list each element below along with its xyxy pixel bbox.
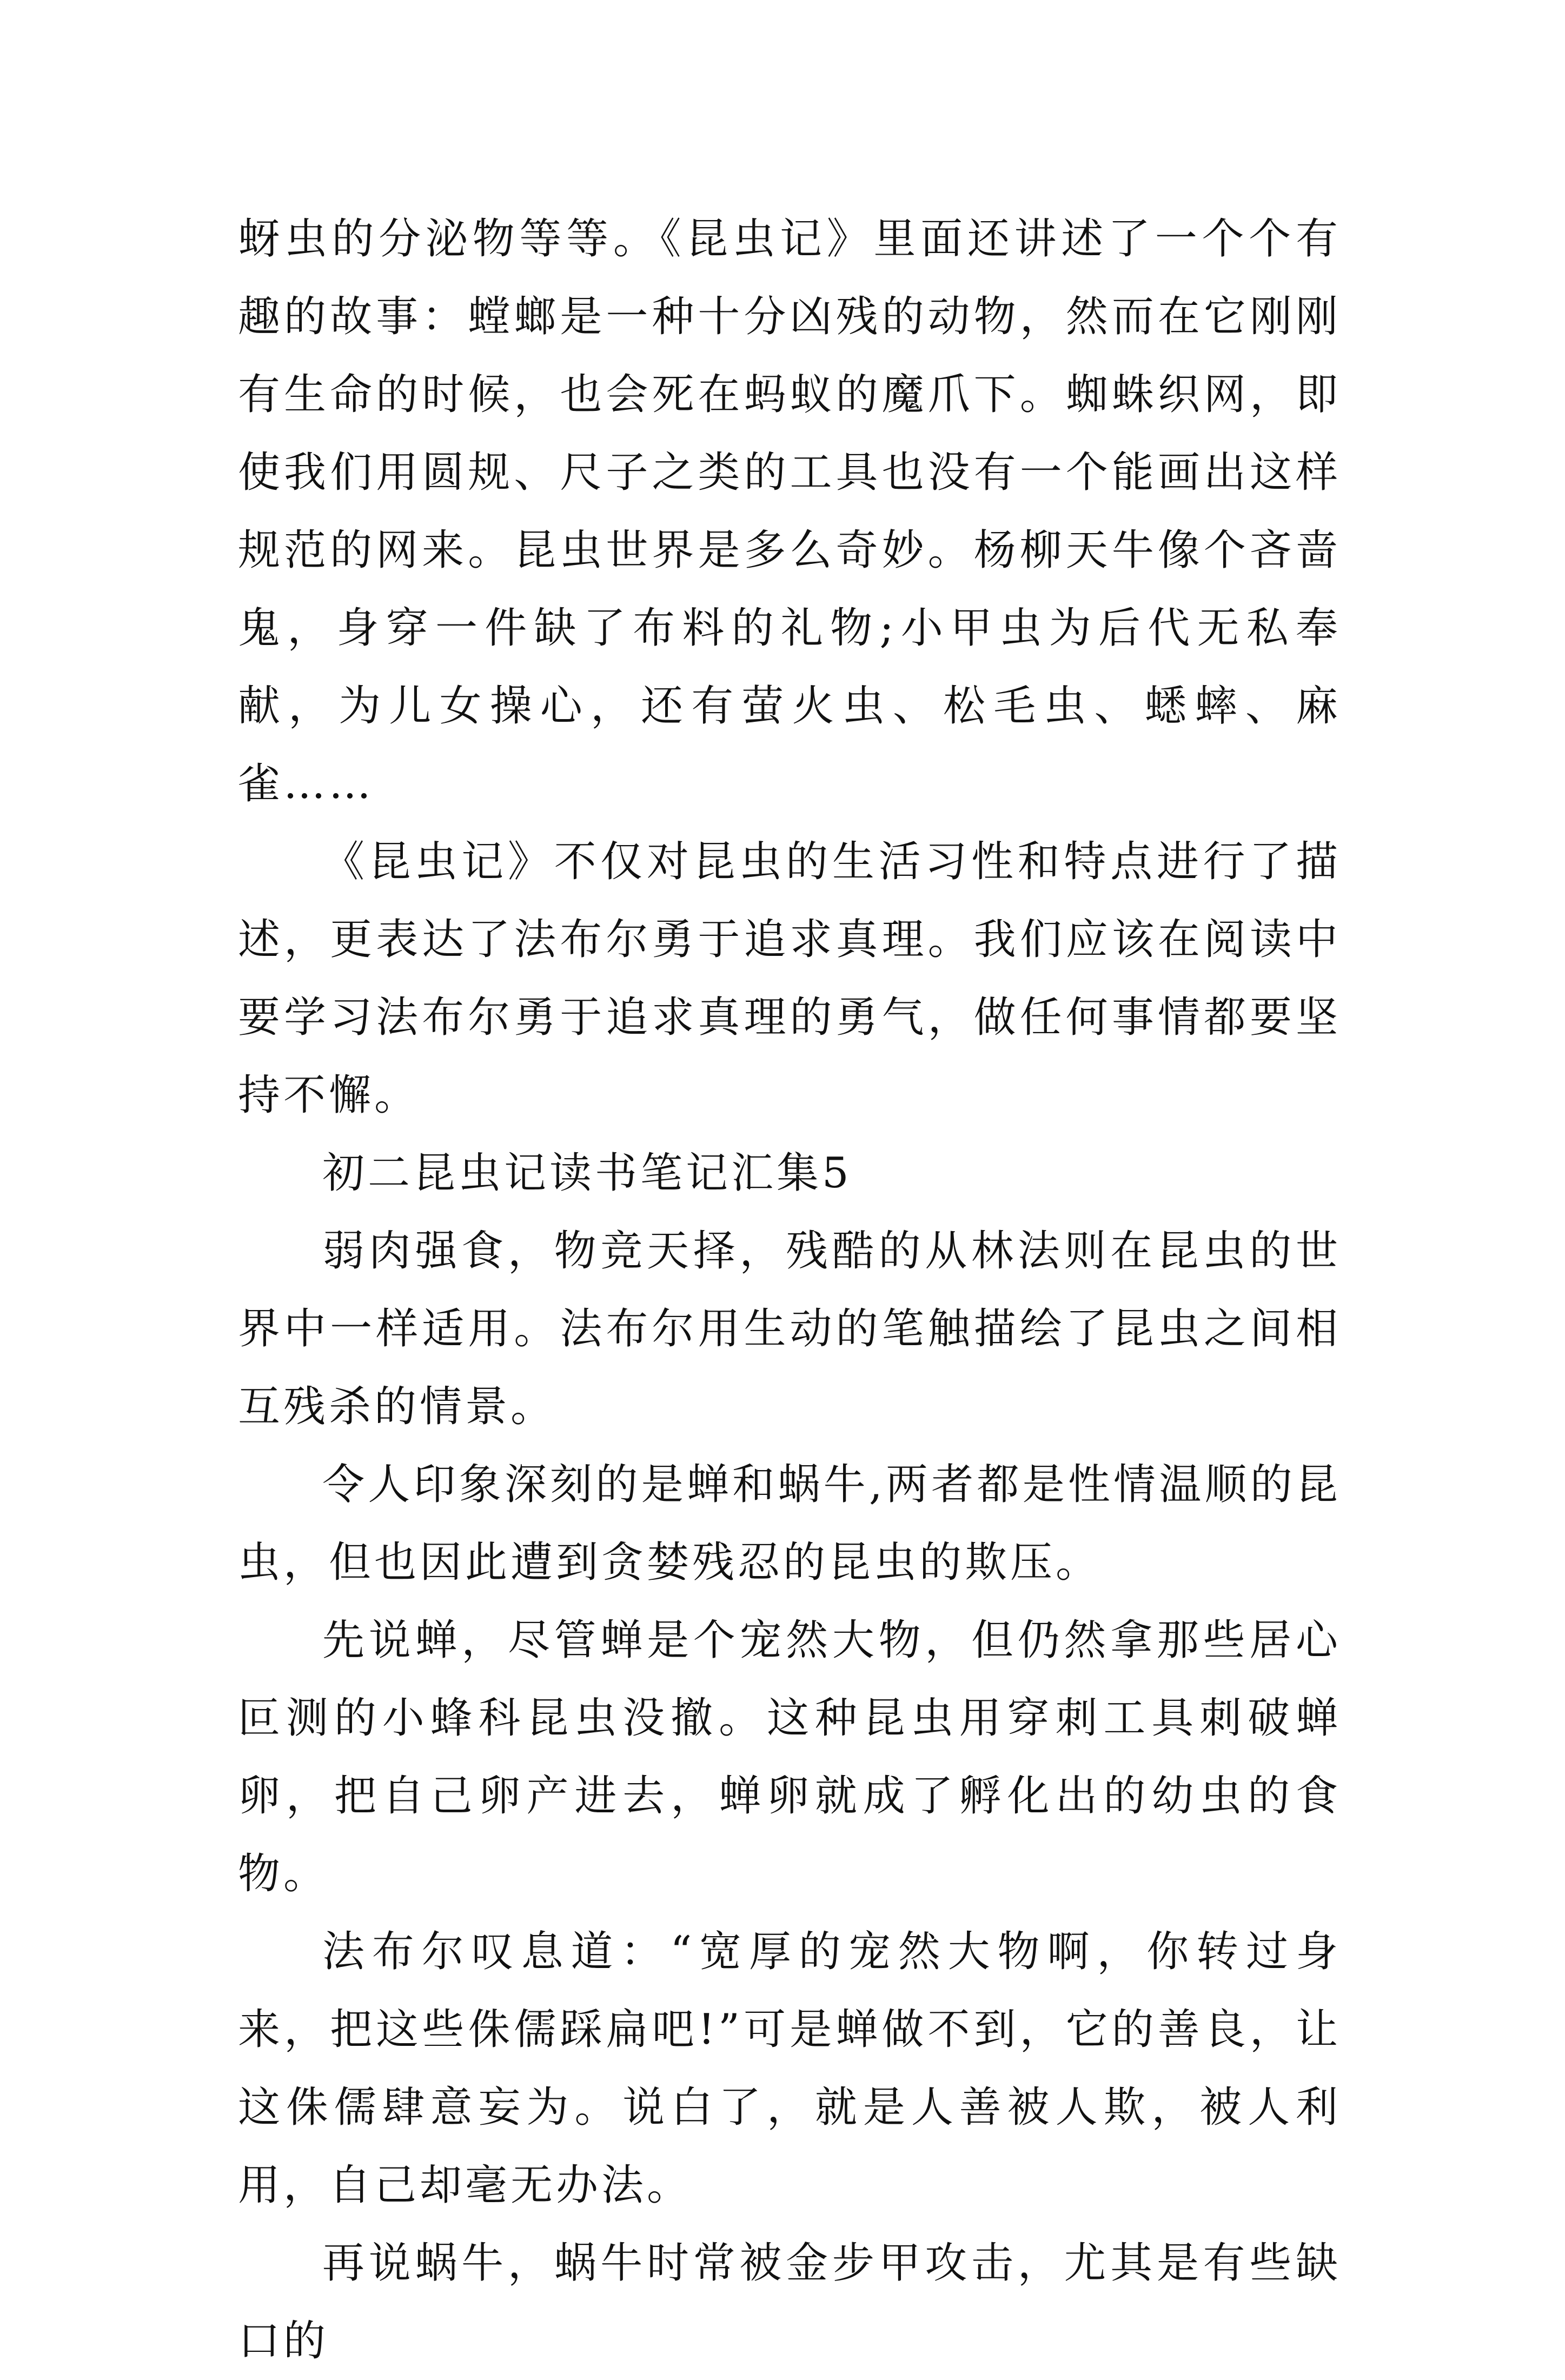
paragraph-5: 先说蝉，尽管蝉是个宠然大物，但仍然拿那些居心叵测的小蜂科昆虫没撤。这种昆虫用穿刺工具刺破蝉卵，把自己卵产进去，蝉卵就成了孵化出的幼虫的食物。	[238, 1616, 1341, 1898]
paragraph-2: 《昆虫记》不仅对昆虫的生活习性和特点进行了描述，更表达了法布尔勇于追求真理。我们应该在阅读中要学习法布尔勇于追求真理的勇气，做任何事情都要坚持不懈。	[238, 837, 1341, 1120]
section-heading: 初二昆虫记读书笔记汇集5	[322, 1149, 852, 1198]
paragraph-1: 蚜虫的分泌物等等。《昆虫记》里面还讲述了一个个有趣的故事：螳螂是一种十分凶残的动物，然而在它刚刚有生命的时候，也会死在蚂蚁的魔爪下。蜘蛛织网，即使我们用圆规、尺子之类的工具也没有一个能画出这样规范的网来。昆虫世界是多么奇妙。杨柳天牛像个吝啬鬼，身穿一件缺了布料的礼物;小甲虫为后代无私奉献，为儿女操心，还有萤火虫、松毛虫、蟋蟀、麻雀……	[238, 215, 1341, 808]
paragraph-3: 弱肉强食，物竞天择，残酷的从林法则在昆虫的世界中一样适用。法布尔用生动的笔触描绘了昆虫之间相互残杀的情景。	[238, 1227, 1341, 1431]
paragraph-4: 令人印象深刻的是蝉和蜗牛,两者都是性情温顺的昆虫，但也因此遭到贪婪残忍的昆虫的欺压。	[238, 1460, 1341, 1587]
document-body	[238, 200, 1341, 2380]
paragraph-6: 法布尔叹息道：“宽厚的宠然大物啊，你转过身来，把这些侏儒踩扁吧!”可是蝉做不到，它的善良，让这侏儒肆意妄为。说白了，就是人善被人欺，被人利用，自己却毫无办法。	[238, 1927, 1341, 2210]
paragraph-7: 再说蜗牛，蜗牛时常被金步甲攻击，尤其是有些缺口的	[238, 2239, 1341, 2365]
